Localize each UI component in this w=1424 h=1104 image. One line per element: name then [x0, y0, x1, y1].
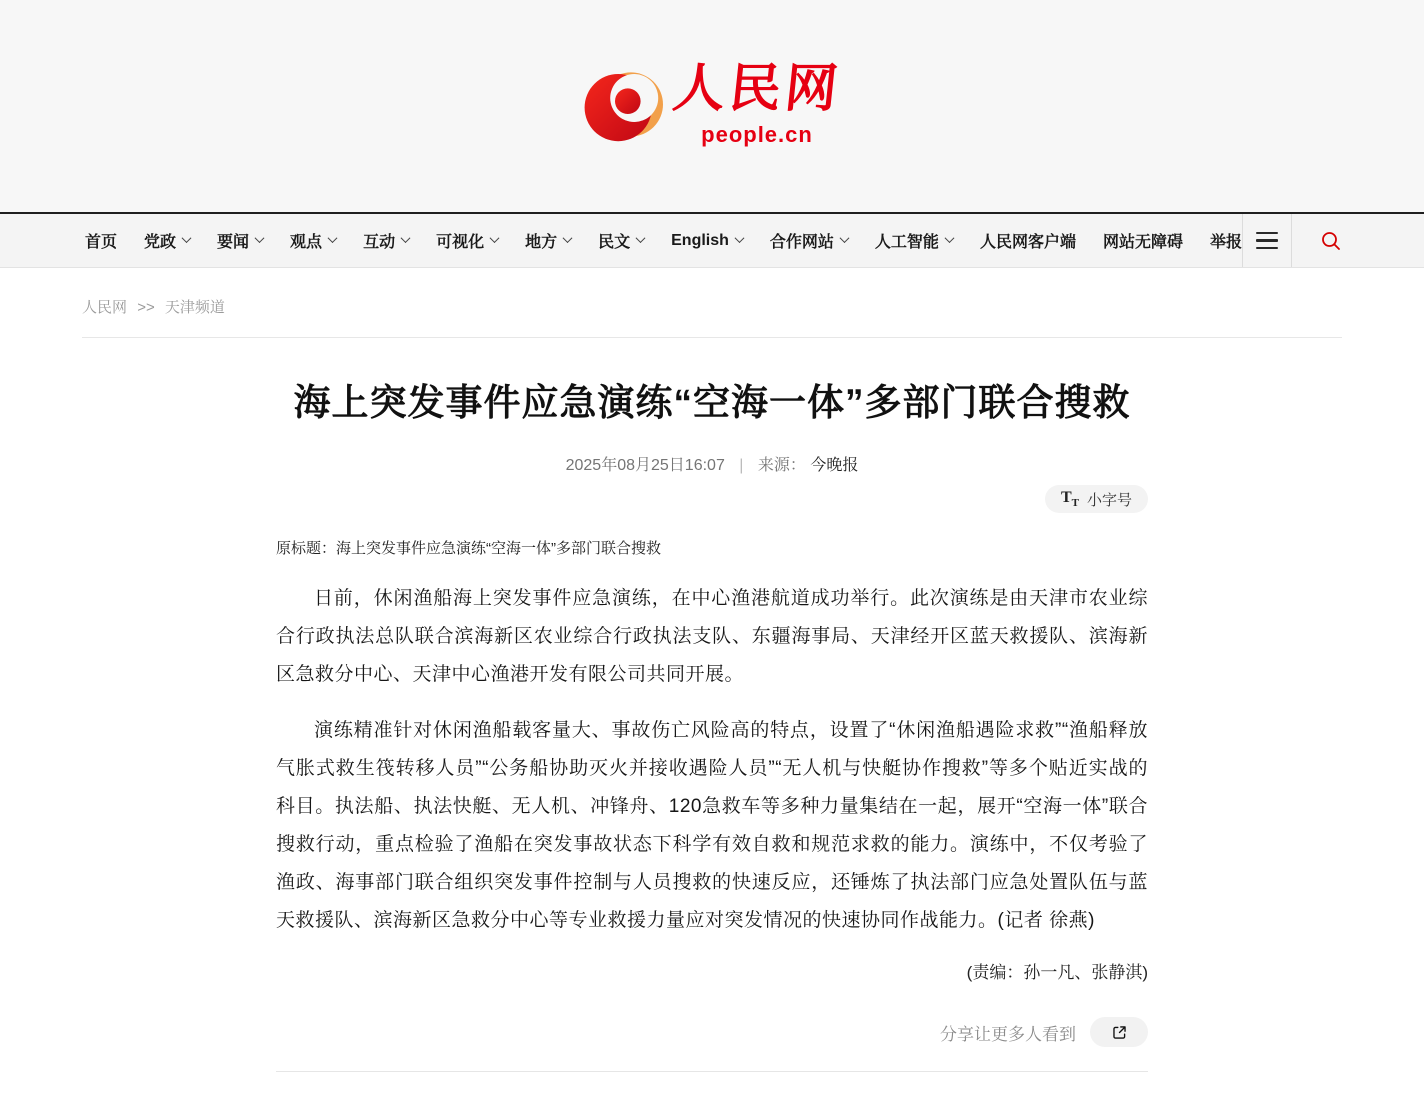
nav-menu: [85, 214, 1242, 267]
external-link-icon: [1111, 1024, 1128, 1041]
nav-item-news[interactable]: [217, 229, 263, 252]
nav-item-ai[interactable]: [875, 229, 953, 252]
share-row: [276, 1017, 1148, 1047]
nav-item-interact[interactable]: [363, 229, 409, 252]
chevron-down-icon: [401, 233, 411, 243]
nav-item-label: 人工智能: [874, 234, 939, 251]
logo-text: [670, 61, 845, 148]
nav-item-label: 观点: [290, 234, 323, 251]
editors-credit: (责编：孙一凡、张静淇): [966, 963, 1148, 983]
nav-item-visualization[interactable]: [436, 229, 498, 252]
article: [276, 380, 1148, 1072]
breadcrumb-channel-link[interactable]: 天津频道: [164, 299, 225, 316]
article-body: [276, 580, 1148, 940]
chevron-down-icon: [734, 233, 744, 243]
nav-item-app[interactable]: [980, 229, 1076, 252]
nav-item-label: 首页: [85, 234, 118, 251]
hamburger-icon: [1256, 232, 1278, 250]
breadcrumb-section: [82, 268, 1342, 338]
nav-item-label: English: [671, 231, 729, 249]
nav-tools: [1242, 214, 1424, 267]
search-icon: [1320, 230, 1342, 252]
chevron-down-icon: [255, 233, 265, 243]
article-title: 海上突发事件应急演练“空海一体”多部门联合搜救: [293, 382, 1131, 423]
nav-item-label: 人民网客户端: [979, 234, 1076, 251]
people-cn-globe-icon: [583, 66, 663, 146]
nav-item-minority-languages[interactable]: [598, 229, 644, 252]
nav-item-local[interactable]: [525, 229, 571, 252]
breadcrumb-site-link[interactable]: 人民网: [82, 299, 128, 316]
breadcrumb: [82, 296, 1342, 317]
nav-item-label: 合作网站: [769, 234, 834, 251]
nav-item-label: 党政: [144, 234, 177, 251]
nav-item-label: 网站无障碍: [1102, 234, 1183, 251]
chevron-down-icon: [636, 233, 646, 243]
paragraph: 演练精准针对休闲渔船载客量大、事故伤亡风险高的特点，设置了“休闲渔船遇险求救”“渔船释放气胀式救生筏转移人员”“公务船协助灭火并接收遇险人员”“无人机与快艇协作搜救”等多个贴近实战的科目。执法船、执法快艇、无人机、冲锋舟、120急救车等多种力量集结在一起，展开“空海一体”联合搜救行动，重点检验了渔船在突发事故状态下科学有效自救和规范求救的能力。演练中，不仅考验了渔政、海事部门联合组织突发事件控制与人员搜救的快速反应，还锤炼了执法部门应急处置队伍与蓝天救援队、滨海新区急救分中心等专业救援力量应对突发情况的快速协同作战能力。(记者 徐燕): [276, 720, 1148, 932]
article-meta: [276, 452, 1148, 475]
source-label: 来源：: [757, 457, 806, 475]
nav-item-label: 民文: [598, 234, 631, 251]
article-bottom-divider: [276, 1071, 1148, 1072]
nav-item-label: 举报: [1209, 234, 1242, 251]
nav-item-report[interactable]: [1210, 229, 1242, 252]
nav-item-party[interactable]: [144, 229, 190, 252]
chevron-down-icon: [182, 233, 192, 243]
source-link[interactable]: 今晚报: [810, 457, 859, 475]
share-label: 分享让更多人看到: [940, 1024, 1076, 1044]
nav-item-english[interactable]: [671, 232, 743, 250]
nav-item-partner-sites[interactable]: [770, 229, 848, 252]
original-title-label: 原标题：: [276, 540, 337, 558]
nav-item-accessibility[interactable]: [1103, 229, 1183, 252]
logo-chinese-name: 人民网: [670, 61, 845, 118]
logo-domain: people.cn: [701, 122, 813, 147]
main-nav: [0, 212, 1424, 268]
nav-item-label: 地方: [525, 234, 558, 251]
breadcrumb-separator: >>: [137, 299, 155, 316]
chevron-down-icon: [490, 233, 500, 243]
chevron-down-icon: [328, 233, 338, 243]
meta-separator: |: [739, 457, 744, 475]
paragraph: 日前，休闲渔船海上突发事件应急演练，在中心渔港航道成功举行。此次演练是由天津市农业综合行政执法总队联合滨海新区农业综合行政执法支队、东疆海事局、天津经开区蓝天救援队、滨海新区急救分中心、天津中心渔港开发有限公司共同开展。: [276, 588, 1148, 686]
fontsize-row: [276, 485, 1148, 513]
font-size-label: 小字号: [1086, 491, 1132, 509]
publish-date: 2025年08月25日16:07: [565, 457, 725, 475]
menu-button[interactable]: [1243, 214, 1291, 267]
font-size-icon: $T_T$: [1060, 489, 1079, 510]
chevron-down-icon: [839, 233, 849, 243]
nav-item-label: 可视化: [436, 234, 485, 251]
nav-item-label: 要闻: [217, 234, 250, 251]
site-header: [0, 0, 1424, 212]
share-button[interactable]: [1090, 1017, 1148, 1047]
chevron-down-icon: [944, 233, 954, 243]
nav-item-label: 互动: [363, 234, 396, 251]
people-cn-logo[interactable]: [583, 61, 845, 148]
font-size-button[interactable]: [1045, 485, 1148, 513]
original-title-text: 海上突发事件应急演练“空海一体”多部门联合搜救: [336, 540, 662, 558]
chevron-down-icon: [563, 233, 573, 243]
search-button[interactable]: [1292, 214, 1424, 267]
nav-item-opinions[interactable]: [290, 229, 336, 252]
nav-item-home[interactable]: [85, 229, 117, 252]
original-title-line: [276, 537, 1148, 558]
